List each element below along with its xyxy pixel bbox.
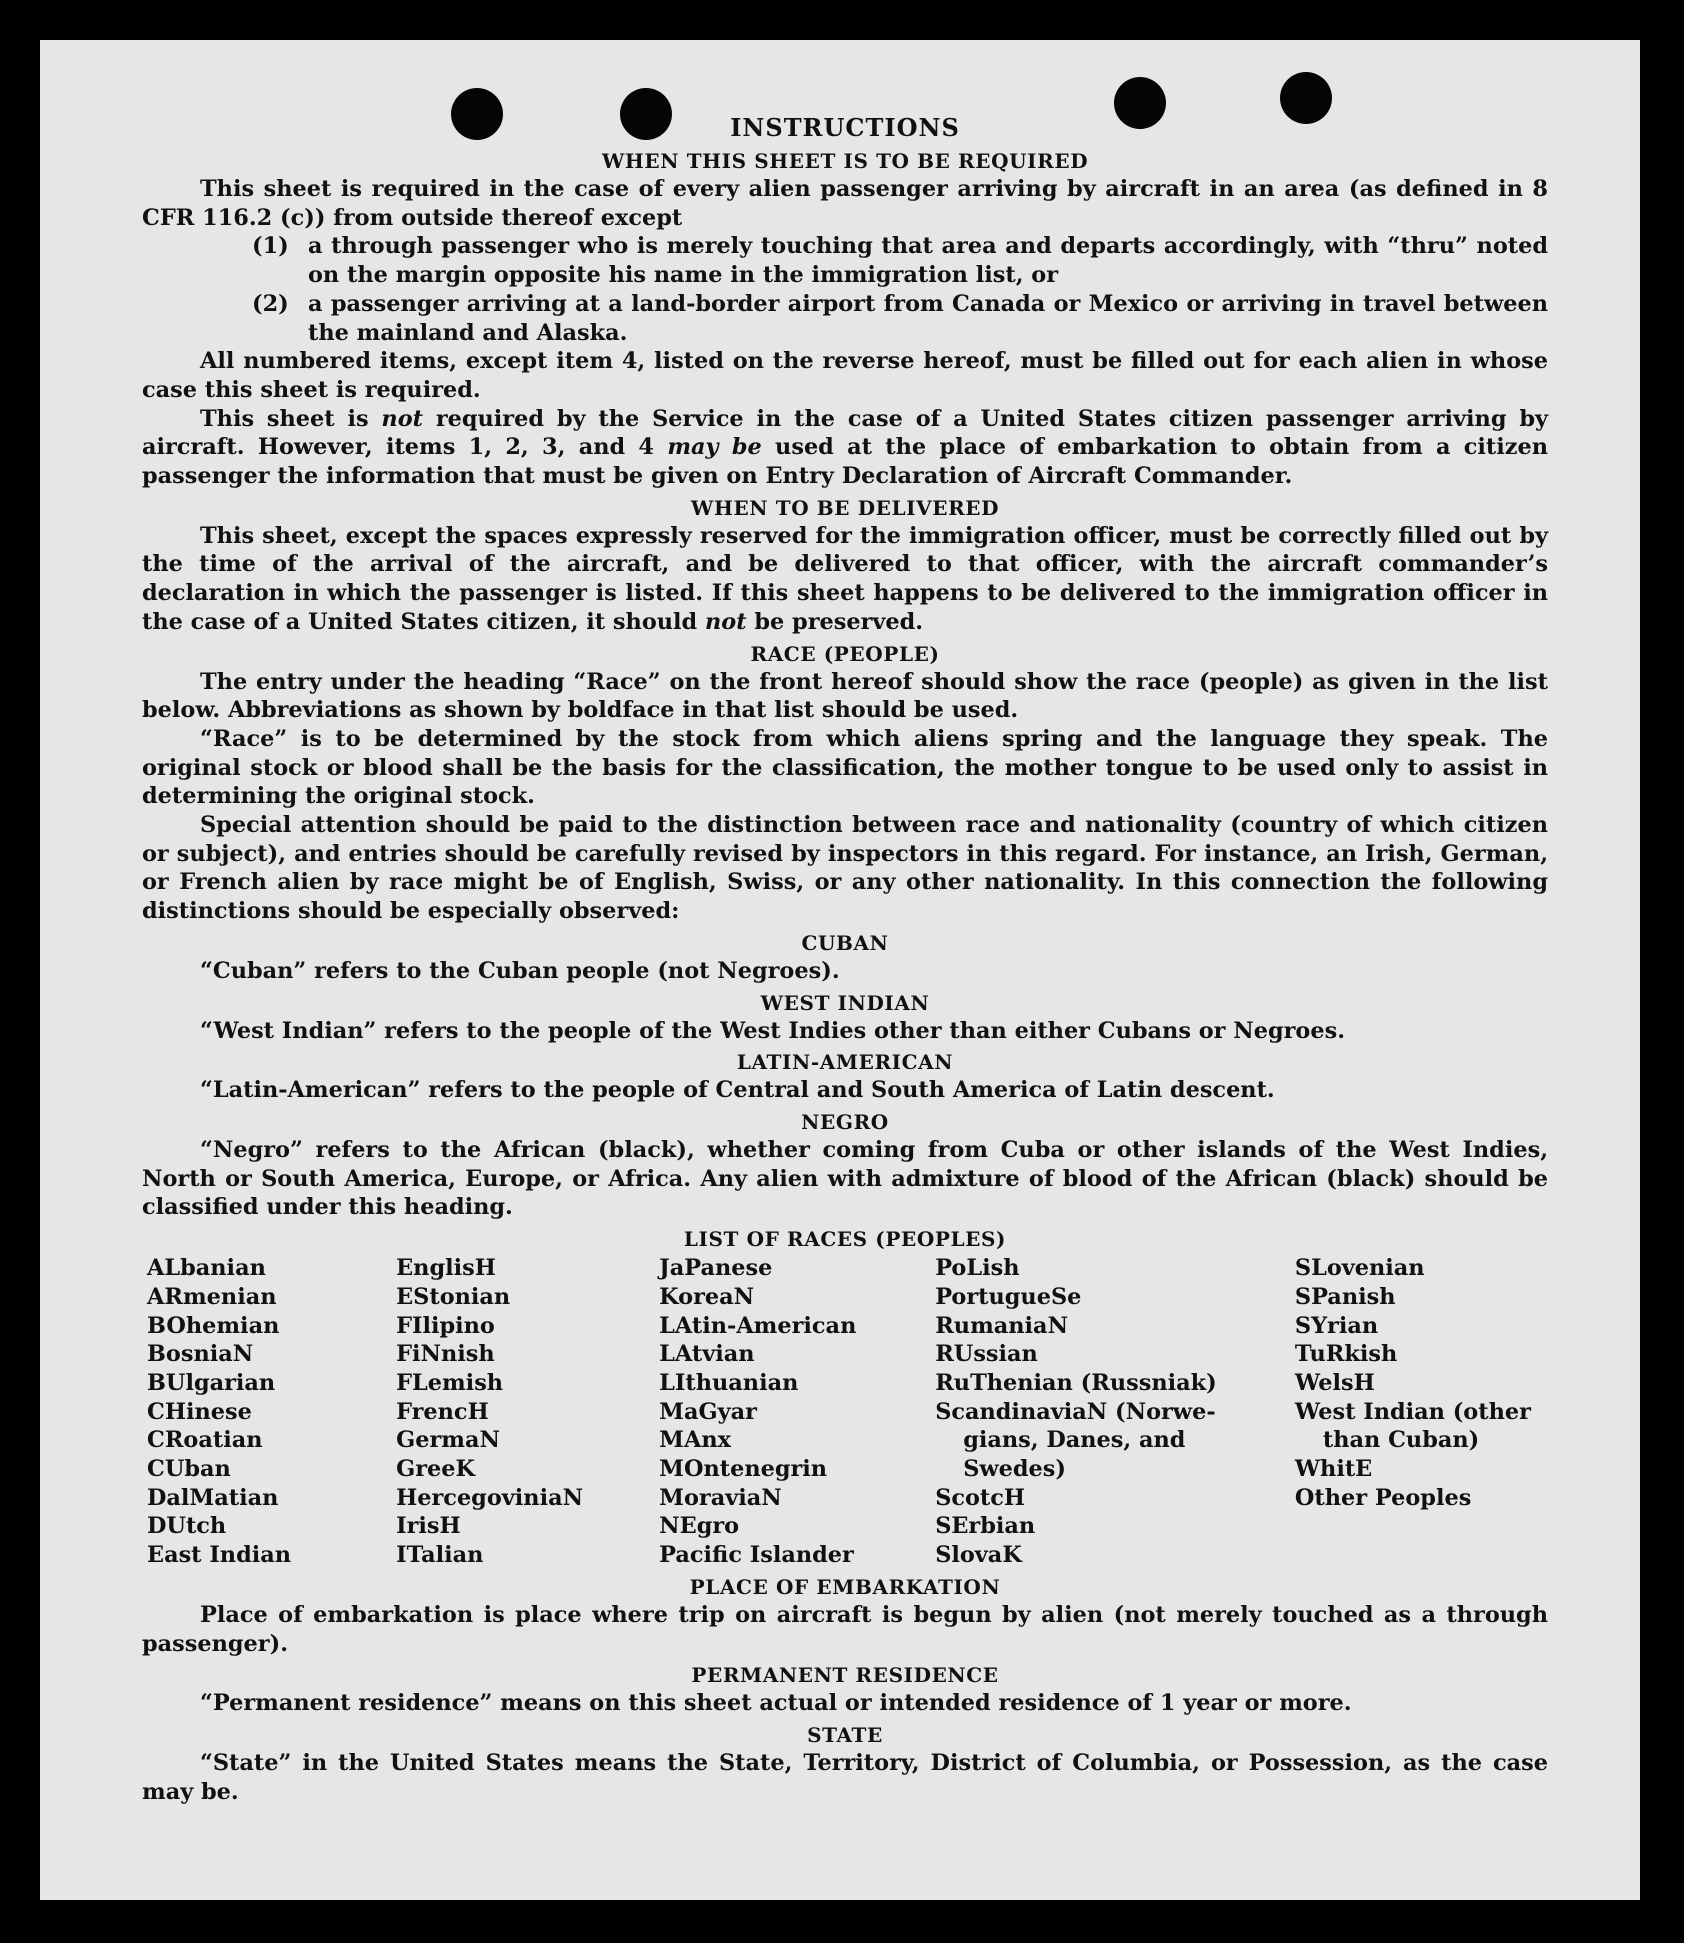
section-heading-cuban: CUBAN (801, 930, 889, 955)
race-entry: JaPanese (659, 1255, 773, 1282)
race-entry: RUssian (935, 1341, 1038, 1368)
text-run: used at the place of embarkation to obtain from a citizen passenger the information that must be given on Entry Declaration of Aircraft Commander. (142, 434, 1548, 490)
race-entry: SlovaK (935, 1542, 1022, 1569)
races-column (396, 1254, 659, 1570)
race-entry: BUlgarian (147, 1369, 276, 1396)
section-heading-west-indian: WEST INDIAN (760, 990, 930, 1015)
race-entry: FIlipino (396, 1312, 495, 1339)
paragraph: This sheet is required in the case of every alien passenger arriving by aircraft in an area (as defined in 8 CFR 116.2 (c)) from outside thereof except (142, 176, 1548, 231)
section-heading-state: STATE (807, 1722, 883, 1747)
race-entry: ScandinaviaN (Norwe- (935, 1398, 1216, 1425)
race-entry: ARmenian (147, 1283, 277, 1310)
race-entry: DUtch (147, 1513, 227, 1540)
race-entry: HercegoviniaN (396, 1484, 584, 1511)
paragraph (142, 405, 1548, 491)
section-heading-required: WHEN THIS SHEET IS TO BE REQUIRED (601, 149, 1089, 173)
paragraph: Place of embarkation is place where trip on aircraft is begun by alien (not merely touched as a through passenger). (142, 1601, 1548, 1657)
race-entry: GreeK (396, 1456, 475, 1483)
paragraph: “Permanent residence” means on this sheet actual or intended residence of 1 year or more. (200, 1690, 1352, 1717)
race-entry: FLemish (396, 1369, 504, 1396)
race-entry: MOntenegrin (659, 1456, 828, 1483)
emphasis: not (705, 608, 747, 635)
race-entry: SYrian (1294, 1312, 1379, 1339)
race-entry: EnglisH (396, 1255, 496, 1282)
race-entry: CRoatian (147, 1427, 263, 1454)
race-entry: West Indian (other (1294, 1398, 1531, 1425)
races-table (142, 1254, 1548, 1570)
text-run: This sheet, except the spaces expressly reserved for the immigration officer, must be correctly filled out by the time of the arrival of the aircraft, and be delivered to that officer, with the aircraft commander’s declaration in which the passenger is listed. If this sheet happens to be delivered to the immigration officer in the case of a United States citizen, it should (142, 522, 1548, 635)
page-title: INSTRUCTIONS (730, 113, 960, 142)
text-run: required by the Service in the case of a United States citizen passenger arriving by aircraft. However, items 1, 2, 3, and 4 (142, 405, 1548, 461)
race-entry: ALbanian (147, 1255, 266, 1282)
race-entry: PoLish (935, 1255, 1020, 1282)
race-entry: NEgro (659, 1513, 740, 1540)
race-entry: CHinese (147, 1398, 252, 1425)
section-heading-delivered: WHEN TO BE DELIVERED (690, 495, 1000, 520)
race-entry: DalMatian (147, 1484, 279, 1511)
race-entry: PortugueSe (935, 1283, 1082, 1310)
race-entry: MoraviaN (659, 1484, 782, 1511)
paragraph: Special attention should be paid to the distinction between race and nationality (country of which citizen or subject), and entries should be carefully revised by inspectors in this regard. For instance, an Irish, German, or French alien by race might be of English, Swiss, or any other nationality. In this connection the following distinctions should be especially observed: (142, 812, 1548, 925)
race-entry: MaGyar (659, 1398, 757, 1425)
race-entry: ITalian (396, 1542, 484, 1569)
section-heading-latin-american: LATIN-AMERICAN (736, 1050, 954, 1075)
race-entry: LIthuanian (659, 1369, 799, 1396)
list-text: a passenger arriving at a land-border airport from Canada or Mexico or arriving in travel between the mainland and Alaska. (308, 290, 1548, 346)
paragraph: “Negro” refers to the African (black), whether coming from Cuba or other islands of the West Indies, North or South America, Europe, or Africa. Any alien with admixture of blood of the African (black) should be classified under this heading. (142, 1136, 1548, 1221)
race-entry: BosniaN (147, 1341, 254, 1368)
race-entry: MAnx (659, 1427, 731, 1454)
race-entry: IrisH (396, 1513, 461, 1540)
paragraph: “Latin-American” refers to the people of Central and South America of Latin descent. (200, 1077, 1275, 1104)
section-heading-race: RACE (PEOPLE) (750, 641, 940, 666)
races-column (1295, 1254, 1548, 1570)
list-number: (1) (252, 233, 289, 260)
paragraph: All numbered items, except item 4, listed on the reverse hereof, must be filled out for each alien in whose case this sheet is required. (142, 348, 1548, 403)
paragraph: “State” in the United States means the State, Territory, District of Columbia, or Possession, as the case may be. (142, 1749, 1548, 1805)
race-entry: RuThenian (Russniak) (935, 1369, 1217, 1396)
race-entry: BOhemian (147, 1312, 280, 1339)
race-entry: SErbian (935, 1513, 1036, 1540)
list-item (142, 232, 1548, 289)
race-entry: WhitE (1294, 1456, 1373, 1483)
race-entry: SLovenian (1294, 1255, 1425, 1282)
race-entry: SPanish (1294, 1283, 1396, 1310)
race-entry: ScotcH (935, 1484, 1026, 1511)
race-entry: CUban (147, 1456, 231, 1483)
paragraph: “Race” is to be determined by the stock from which aliens spring and the language they speak. The original stock or blood shall be the basis for the classification, the mother tongue to be used only to assist in determining the original stock. (142, 725, 1548, 810)
text-run: be preserved. (746, 608, 924, 635)
race-entry: RumaniaN (935, 1312, 1069, 1339)
race-entry: FrencH (396, 1398, 489, 1425)
section-heading-residence: PERMANENT RESIDENCE (691, 1663, 999, 1688)
races-column (147, 1254, 396, 1570)
section-heading-negro: NEGRO (801, 1109, 889, 1134)
race-entry: East Indian (147, 1542, 292, 1569)
list-number: (2) (252, 290, 289, 317)
list-item (142, 290, 1548, 347)
text-run: This sheet is (200, 405, 382, 432)
race-entry: Pacific Islander (659, 1542, 854, 1569)
race-entry: FiNnish (396, 1341, 495, 1368)
races-column (935, 1254, 1295, 1570)
race-entry: gians, Danes, and (963, 1427, 1186, 1454)
race-entry: than Cuban) (1322, 1427, 1480, 1454)
race-entry: LAtin-American (659, 1312, 857, 1339)
instructions-content (142, 112, 1548, 1806)
emphasis: may be (667, 434, 762, 461)
race-entry: Other Peoples (1294, 1484, 1472, 1511)
races-column (659, 1254, 935, 1570)
paragraph: The entry under the heading “Race” on the front hereof should show the race (people) as given in the list below. Abbreviations as shown by boldface in that list should be used. (142, 668, 1548, 724)
paragraph (142, 522, 1548, 637)
paragraph: “Cuban” refers to the Cuban people (not Negroes). (200, 957, 840, 984)
race-entry: WelsH (1294, 1369, 1375, 1396)
document-sheet (40, 40, 1640, 1900)
section-heading-list-of-races: LIST OF RACES (PEOPLES) (683, 1227, 1007, 1252)
race-entry: KoreaN (659, 1283, 755, 1310)
race-entry: Swedes) (963, 1456, 1066, 1483)
emphasis: not (381, 405, 423, 432)
race-entry: LAtvian (659, 1341, 755, 1368)
race-entry: TuRkish (1294, 1341, 1398, 1368)
race-entry: GermaN (396, 1427, 500, 1454)
section-heading-embarkation: PLACE OF EMBARKATION (689, 1574, 1001, 1599)
list-text: a through passenger who is merely touching that area and departs accordingly, with “thru” noted on the margin opposite his name in the immigration list, or (308, 233, 1548, 289)
paragraph: “West Indian” refers to the people of the West Indies other than either Cubans or Negroes. (200, 1017, 1345, 1044)
race-entry: EStonian (396, 1283, 511, 1310)
